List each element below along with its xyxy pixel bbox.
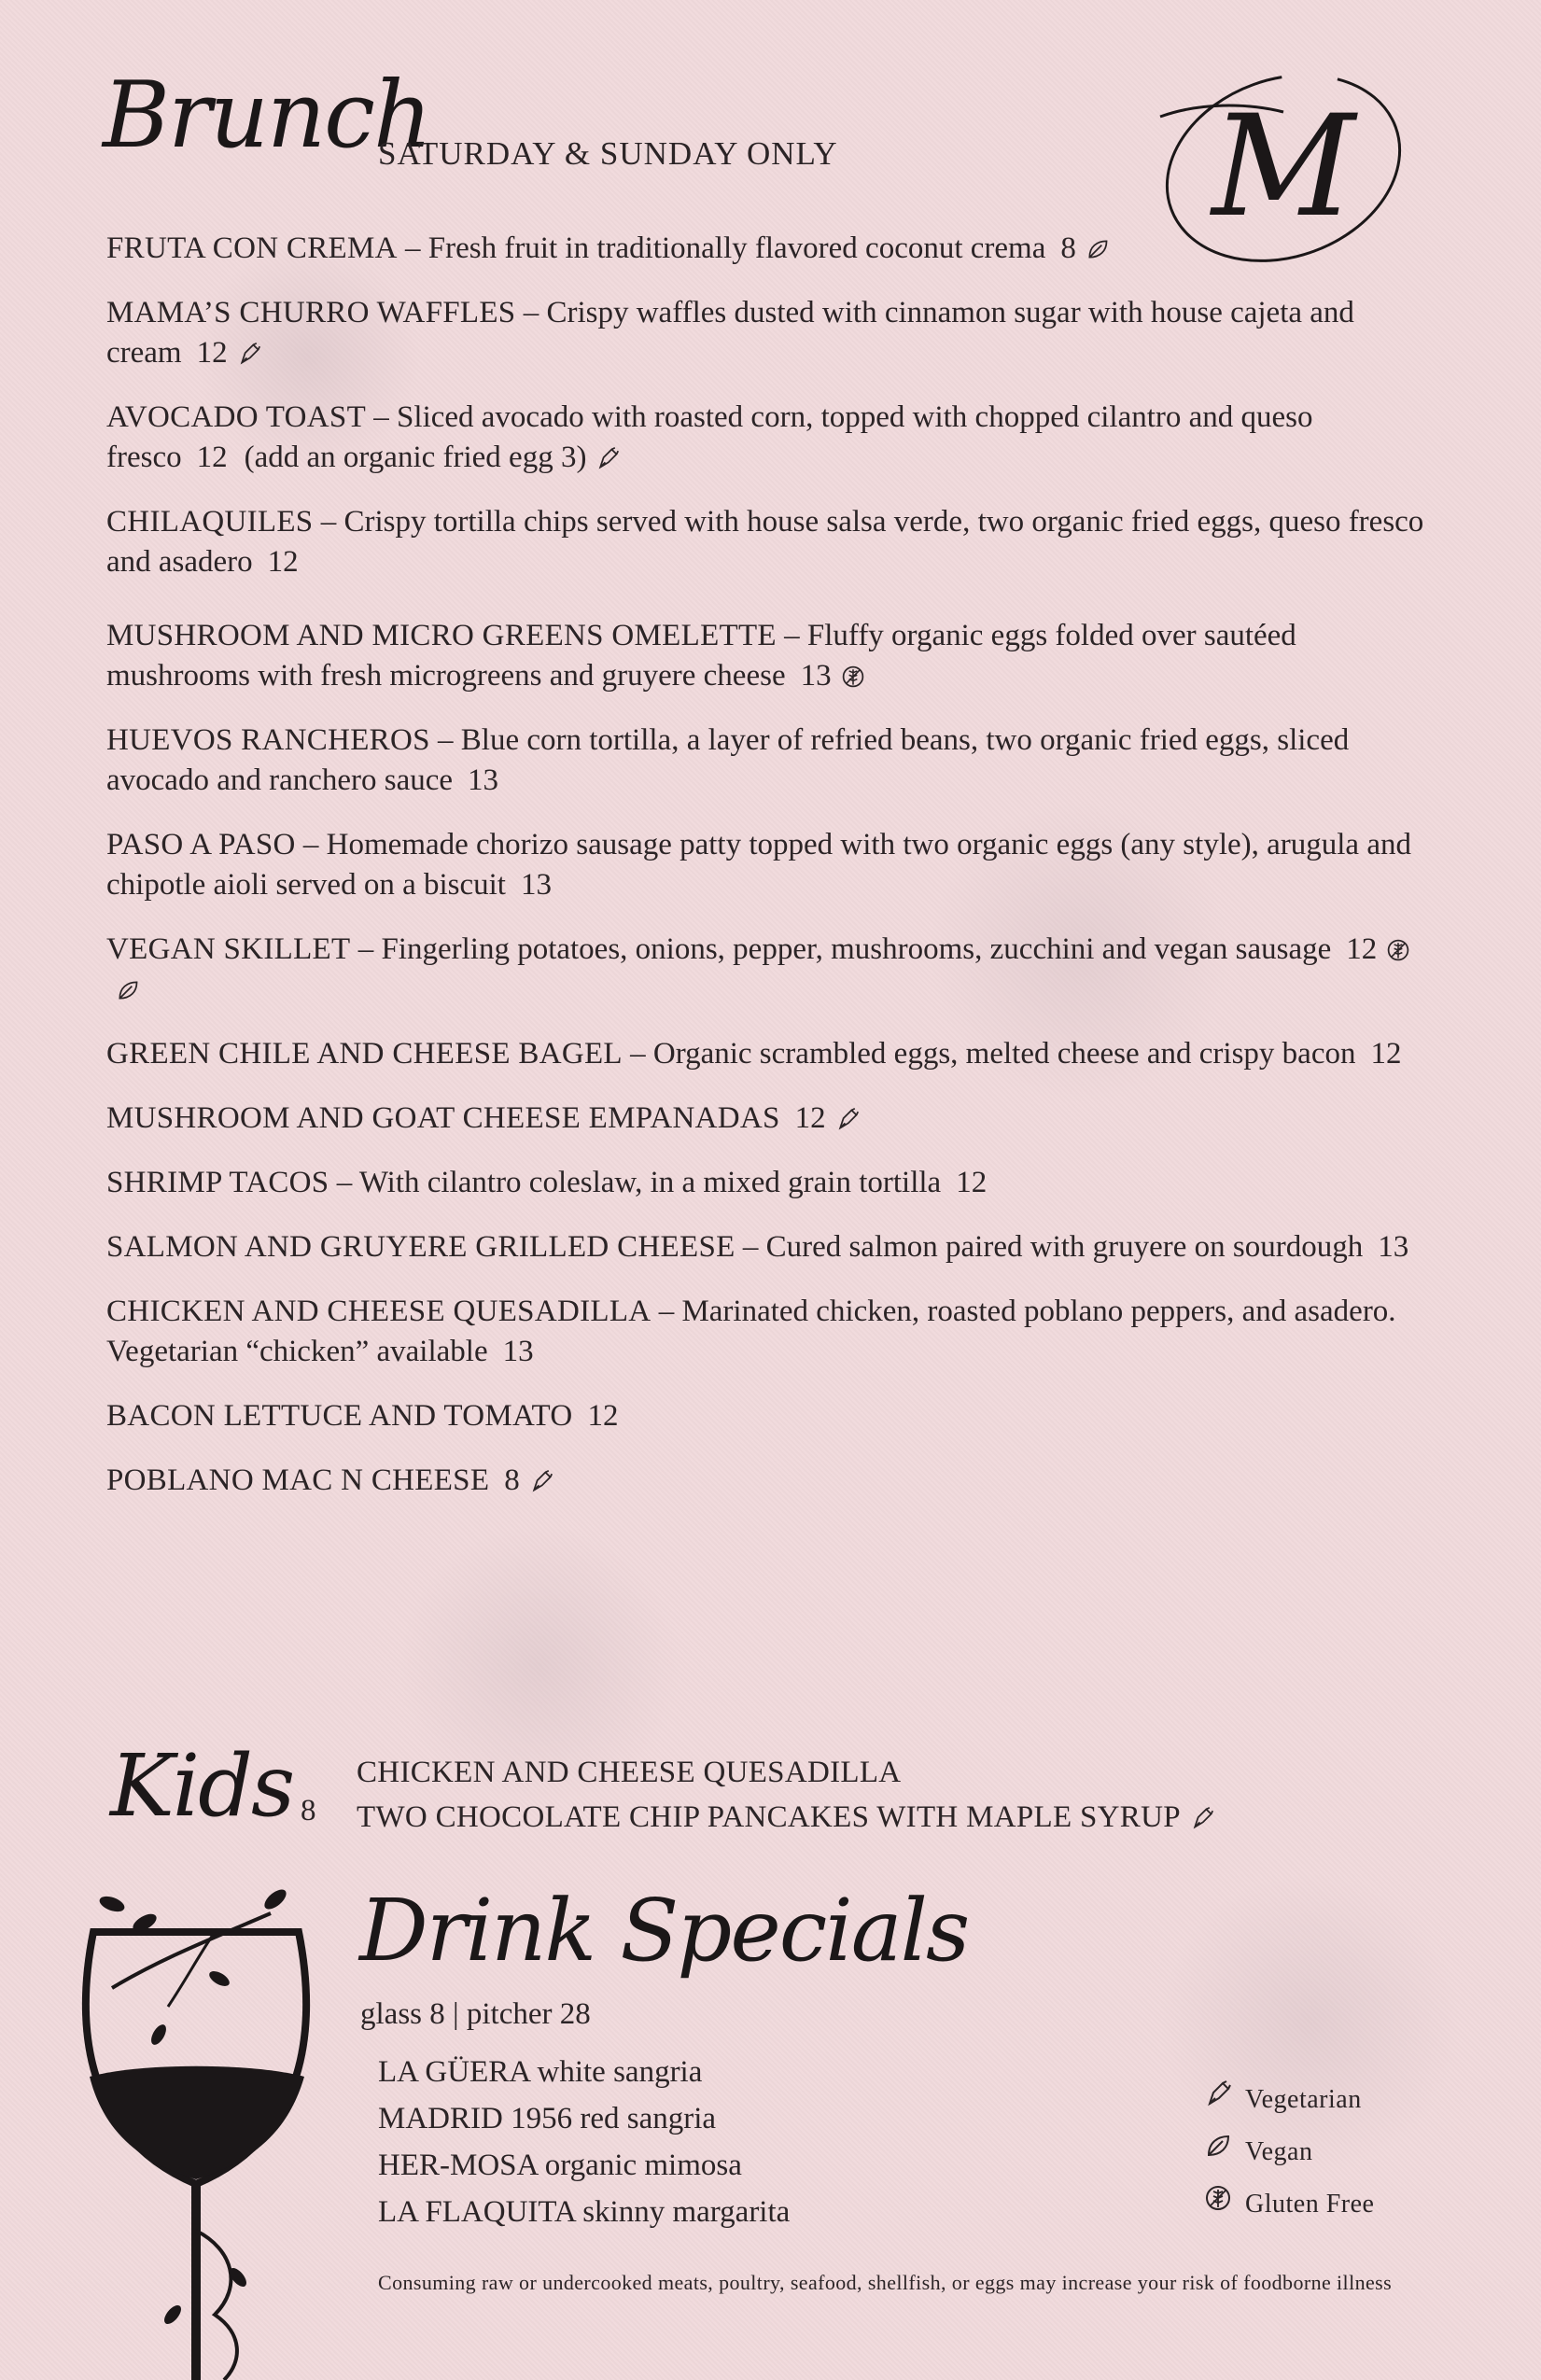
drink-item bbox=[378, 2095, 790, 2142]
drink-pricing: glass 8 | pitcher 28 bbox=[360, 1997, 591, 2031]
legend-item-vegan bbox=[1204, 2126, 1374, 2178]
menu-item-price: 8 bbox=[504, 1463, 520, 1497]
menu-item bbox=[106, 1396, 1432, 1436]
drink-description: organic mimosa bbox=[544, 2149, 742, 2182]
drink-description: skinny margarita bbox=[582, 2195, 791, 2229]
menu-item-description: Homemade chorizo sausage patty topped with two organic eggs (any style), arugula and chipotle aioli served on a biscuit bbox=[106, 828, 1411, 902]
menu-item-name: SHRIMP TACOS bbox=[106, 1166, 329, 1199]
legend-item-vegetarian bbox=[1204, 2074, 1374, 2126]
menu-item-description: Crispy waffles dusted with cinnamon sugar with house cajeta and cream bbox=[106, 296, 1354, 370]
menu-item-price: 13 bbox=[520, 868, 552, 902]
menu-item-name: POBLANO MAC N CHEESE bbox=[106, 1463, 490, 1497]
menu-item-price: 13 bbox=[468, 763, 499, 797]
drink-name: MADRID 1956 bbox=[378, 2102, 573, 2135]
menu-item-name: FRUTA CON CREMA bbox=[106, 231, 398, 265]
kids-price: 8 bbox=[301, 1794, 316, 1827]
menu-item-name: PASO A PASO bbox=[106, 828, 296, 861]
gluten-free-icon bbox=[1386, 933, 1410, 958]
drink-description: white sangria bbox=[537, 2055, 703, 2089]
menu-item: AVOCADO TOAST – Sliced avocado with roasted corn, topped with chopped cilantro and queso fresco 12 (add an organic fried egg 3) bbox=[106, 400, 1313, 474]
vegan-icon bbox=[1204, 2126, 1232, 2178]
menu-item: PASO A PASO – Homemade chorizo sausage patty topped with two organic eggs (any style), arugula and chipotle aioli served on a biscuit 13 bbox=[106, 828, 1411, 902]
vegetarian-icon bbox=[1204, 2074, 1232, 2126]
legend-label: Vegetarian bbox=[1245, 2085, 1362, 2114]
menu-item-price: 12 bbox=[1370, 1037, 1402, 1071]
menu-item: GREEN CHILE AND CHEESE BAGEL – Organic scrambled eggs, melted cheese and crispy bacon 12 bbox=[106, 1037, 1402, 1071]
menu-item: CHILAQUILES – Crispy tortilla chips served with house salsa verde, two organic fried eggs, queso fresco and asadero 12 bbox=[106, 505, 1424, 579]
menu-item-name: GREEN CHILE AND CHEESE BAGEL bbox=[106, 1037, 623, 1071]
menu-item-description: Fluffy organic eggs folded over sautéed mushrooms with fresh microgreens and gruyere cheese bbox=[106, 619, 1296, 693]
drink-item bbox=[378, 2142, 790, 2189]
legend-item-gluten-free bbox=[1204, 2178, 1374, 2231]
kids-item: TWO CHOCOLATE CHIP PANCAKES WITH MAPLE SYRUP bbox=[357, 1795, 1214, 1840]
menu-item: FRUTA CON CREMA – Fresh fruit in traditionally flavored coconut crema 8 bbox=[106, 229, 1432, 269]
menu-item-description: Sliced avocado with roasted corn, topped with chopped cilantro and queso fresco bbox=[106, 400, 1313, 474]
brunch-title: Brunch bbox=[103, 63, 431, 169]
menu-item-price: 12 bbox=[794, 1101, 826, 1135]
menu-item: MUSHROOM AND MICRO GREENS OMELETTE – Fluffy organic eggs folded over sautéed mushrooms with fresh microgreens and gruyere cheese 13 bbox=[106, 619, 1296, 693]
food-safety-disclaimer: Consuming raw or undercooked meats, poultry, seafood, shellfish, or eggs may increase your risk of foodborne illness bbox=[378, 2271, 1393, 2294]
drink-item bbox=[378, 2049, 790, 2095]
drink-name: HER-MOSA bbox=[378, 2149, 538, 2182]
menu-item-description: Blue corn tortilla, a layer of refried beans, two organic fried eggs, sliced avocado and ranchero sauce bbox=[106, 723, 1350, 797]
menu-item: SALMON AND GRUYERE GRILLED CHEESE – Cured salmon paired with gruyere on sourdough 13 bbox=[106, 1230, 1409, 1264]
dietary-legend bbox=[1204, 2074, 1374, 2231]
menu-item-name: AVOCADO TOAST bbox=[106, 400, 367, 434]
drink-description: red sangria bbox=[580, 2102, 717, 2135]
menu-item: CHICKEN AND CHEESE QUESADILLA – Marinated chicken, roasted poblano peppers, and asadero. Vegetarian “chicken” available 13 bbox=[106, 1295, 1396, 1368]
menu-item-description: Cured salmon paired with gruyere on sourdough bbox=[765, 1230, 1364, 1264]
vegetarian-icon bbox=[529, 1464, 553, 1489]
brunch-menu-list bbox=[106, 229, 1432, 1501]
kids-title: Kids bbox=[110, 1736, 294, 1836]
menu-item-price: 8 bbox=[1060, 231, 1076, 265]
vegetarian-icon bbox=[237, 337, 261, 361]
wine-glass-illustration bbox=[56, 1876, 336, 2380]
menu-item-price: 12 bbox=[196, 336, 228, 370]
drink-list bbox=[378, 2049, 790, 2235]
menu-item-description: Organic scrambled eggs, melted cheese and crispy bacon bbox=[652, 1037, 1356, 1071]
legend-label: Gluten Free bbox=[1245, 2190, 1375, 2219]
vegetarian-icon bbox=[1190, 1799, 1214, 1823]
menu-item-description: Marinated chicken, roasted poblano peppers, and asadero. Vegetarian “chicken” available bbox=[106, 1295, 1396, 1368]
vegetarian-icon bbox=[835, 1102, 860, 1127]
drink-name: LA GÜERA bbox=[378, 2055, 530, 2089]
menu-item-name: VEGAN SKILLET bbox=[106, 932, 351, 966]
brunch-subtitle: SATURDAY & SUNDAY ONLY bbox=[378, 135, 838, 172]
gluten-free-icon bbox=[1204, 2178, 1232, 2231]
menu-item-name: MUSHROOM AND GOAT CHEESE EMPANADAS bbox=[106, 1101, 780, 1135]
menu-item-name: MAMA’S CHURRO WAFFLES bbox=[106, 296, 516, 329]
logo-letter: M bbox=[1212, 86, 1355, 248]
vegan-icon bbox=[1086, 232, 1110, 257]
menu-item: MAMA’S CHURRO WAFFLES – Crispy waffles dusted with cinnamon sugar with house cajeta and cream 12 bbox=[106, 296, 1354, 370]
legend-label: Vegan bbox=[1245, 2137, 1313, 2166]
menu-item-price: 13 bbox=[502, 1335, 534, 1368]
menu-item-price: 12 bbox=[587, 1399, 619, 1433]
menu-item-description: Fresh fruit in traditionally flavored coconut crema bbox=[427, 231, 1046, 265]
kids-menu-list bbox=[357, 1750, 1214, 1840]
drink-name: LA FLAQUITA bbox=[378, 2195, 575, 2229]
vegan-icon bbox=[116, 973, 140, 998]
menu-item-name: MUSHROOM AND MICRO GREENS OMELETTE bbox=[106, 619, 777, 652]
menu-item bbox=[106, 1099, 1432, 1139]
menu-item-note: (add an organic fried egg 3) bbox=[244, 441, 587, 474]
drink-specials-title: Drink Specials bbox=[359, 1881, 969, 1981]
menu-item: SHRIMP TACOS – With cilantro coleslaw, in a mixed grain tortilla 12 bbox=[106, 1166, 988, 1199]
menu-item-name: SALMON AND GRUYERE GRILLED CHEESE bbox=[106, 1230, 735, 1264]
menu-item-price: 12 bbox=[267, 545, 299, 579]
menu-item-price: 13 bbox=[1378, 1230, 1409, 1264]
menu-item-price: 12 bbox=[196, 441, 228, 474]
menu-item-price: 12 bbox=[1346, 932, 1378, 966]
kids-item: CHICKEN AND CHEESE QUESADILLA bbox=[357, 1756, 902, 1789]
menu-item: VEGAN SKILLET – Fingerling potatoes, onions, pepper, mushrooms, zucchini and vegan sausage 12 bbox=[106, 930, 1432, 1010]
drink-item bbox=[378, 2189, 790, 2235]
menu-item-name: CHILAQUILES bbox=[106, 505, 314, 539]
menu-item: HUEVOS RANCHEROS – Blue corn tortilla, a layer of refried beans, two organic fried eggs, sliced avocado and ranchero sauce 13 bbox=[106, 723, 1350, 797]
menu-item-description: Fingerling potatoes, onions, pepper, mushrooms, zucchini and vegan sausage bbox=[381, 932, 1332, 966]
menu-item-description: With cilantro coleslaw, in a mixed grain tortilla bbox=[358, 1166, 942, 1199]
menu-item-name: CHICKEN AND CHEESE QUESADILLA bbox=[106, 1295, 651, 1328]
menu-item-price: 12 bbox=[956, 1166, 988, 1199]
menu-item-description: Crispy tortilla chips served with house salsa verde, two organic fried eggs, queso fresco and asadero bbox=[106, 505, 1424, 579]
menu-item-name: HUEVOS RANCHEROS bbox=[106, 723, 430, 757]
menu-item-price: 13 bbox=[800, 659, 832, 693]
vegetarian-icon bbox=[595, 441, 620, 466]
menu-item-name: BACON LETTUCE AND TOMATO bbox=[106, 1399, 573, 1433]
gluten-free-icon bbox=[841, 660, 865, 684]
menu-item bbox=[106, 1461, 1432, 1501]
